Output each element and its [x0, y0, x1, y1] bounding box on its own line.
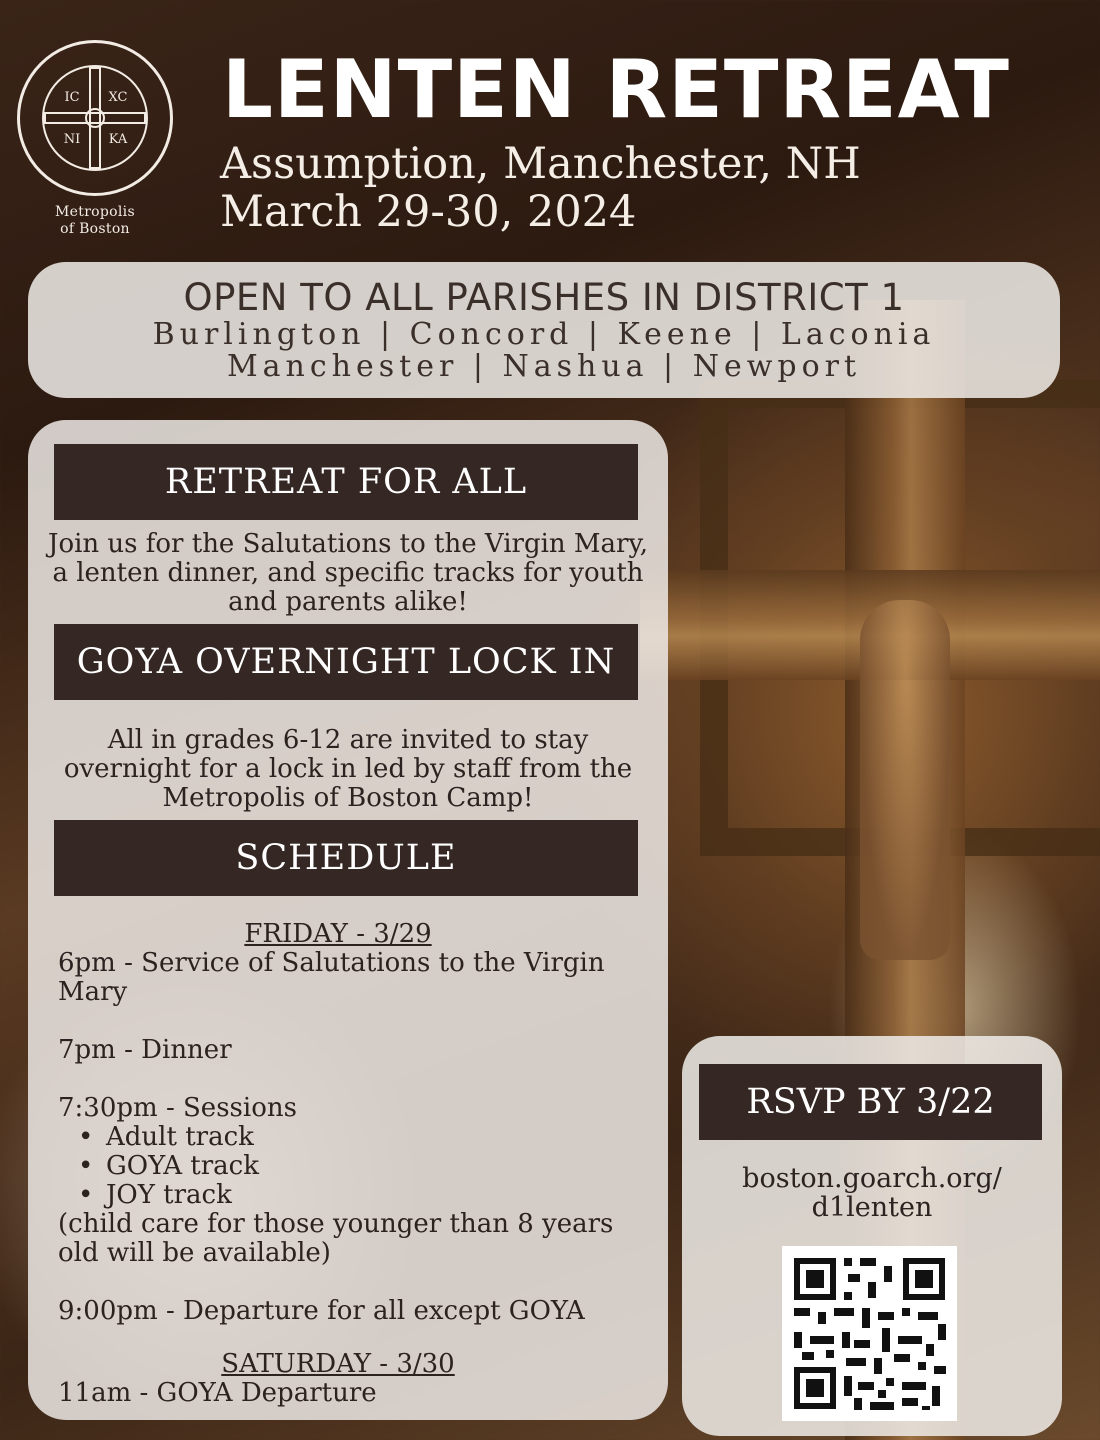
track-item: • JOY track [106, 1181, 658, 1210]
parishes-banner [28, 262, 1060, 398]
parishes-line-1: Burlington | Concord | Keene | Laconia [152, 317, 936, 352]
details-panel [28, 420, 668, 1420]
schedule-heading: SCHEDULE [54, 820, 638, 896]
rsvp-url-line-1: boston.goarch.org/ [742, 1163, 1002, 1194]
logo-line-2: of Boston [60, 221, 130, 237]
seal-letters-ka: KA [108, 132, 128, 147]
archdiocese-seal-icon [17, 40, 173, 196]
schedule-day-saturday: SATURDAY - 3/30 [221, 1349, 455, 1379]
track-list [58, 1123, 658, 1210]
retreat-description: Join us for the Salutations to the Virgin Mary, a lenten dinner, and specific tracks for youth and parents alike! [48, 529, 648, 617]
track-item: • GOYA track [106, 1152, 658, 1181]
event-dates: March 29-30, 2024 [220, 187, 637, 237]
schedule-item: 9:00pm - Departure for all except GOYA [58, 1296, 585, 1326]
schedule-list [58, 920, 658, 1408]
schedule-item: 7pm - Dinner [58, 1035, 232, 1065]
event-subtitle [220, 140, 861, 236]
goya-lock-in-heading: GOYA OVERNIGHT LOCK IN [54, 624, 638, 700]
schedule-item: 6pm - Service of Salutations to the Virgin Mary [58, 948, 605, 1007]
page-title: LENTEN RETREAT [222, 43, 1010, 136]
seal-letters-xc: XC [108, 90, 128, 105]
parishes-title: OPEN TO ALL PARISHES IN DISTRICT 1 [183, 276, 905, 319]
rsvp-panel [682, 1036, 1062, 1436]
schedule-item: 7:30pm - Sessions [58, 1093, 297, 1123]
track-item: • Adult track [106, 1123, 658, 1152]
goya-description: All in grades 6-12 are invited to stay overnight for a lock in led by staff from the Metropolis of Boston Camp! [63, 725, 633, 813]
metropolis-logo [14, 40, 176, 238]
logo-line-1: Metropolis [55, 204, 135, 220]
schedule-day-friday: FRIDAY - 3/29 [244, 919, 432, 949]
childcare-note: (child care for those younger than 8 years old will be available) [58, 1209, 614, 1268]
seal-letters-ni: NI [63, 132, 81, 147]
crucifix-figure [860, 600, 950, 960]
retreat-for-all-heading: RETREAT FOR ALL [54, 444, 638, 520]
parishes-line-2: Manchester | Nashua | Newport [226, 349, 862, 384]
event-location: Assumption, Manchester, NH [220, 139, 861, 189]
rsvp-link[interactable] [682, 1164, 1062, 1222]
seal-letters-ic: IC [64, 90, 80, 105]
qr-code-icon[interactable] [782, 1246, 957, 1421]
rsvp-url-line-2: d1lenten [811, 1192, 933, 1223]
schedule-item: 11am - GOYA Departure [58, 1378, 377, 1408]
rsvp-heading: RSVP BY 3/22 [699, 1064, 1042, 1140]
